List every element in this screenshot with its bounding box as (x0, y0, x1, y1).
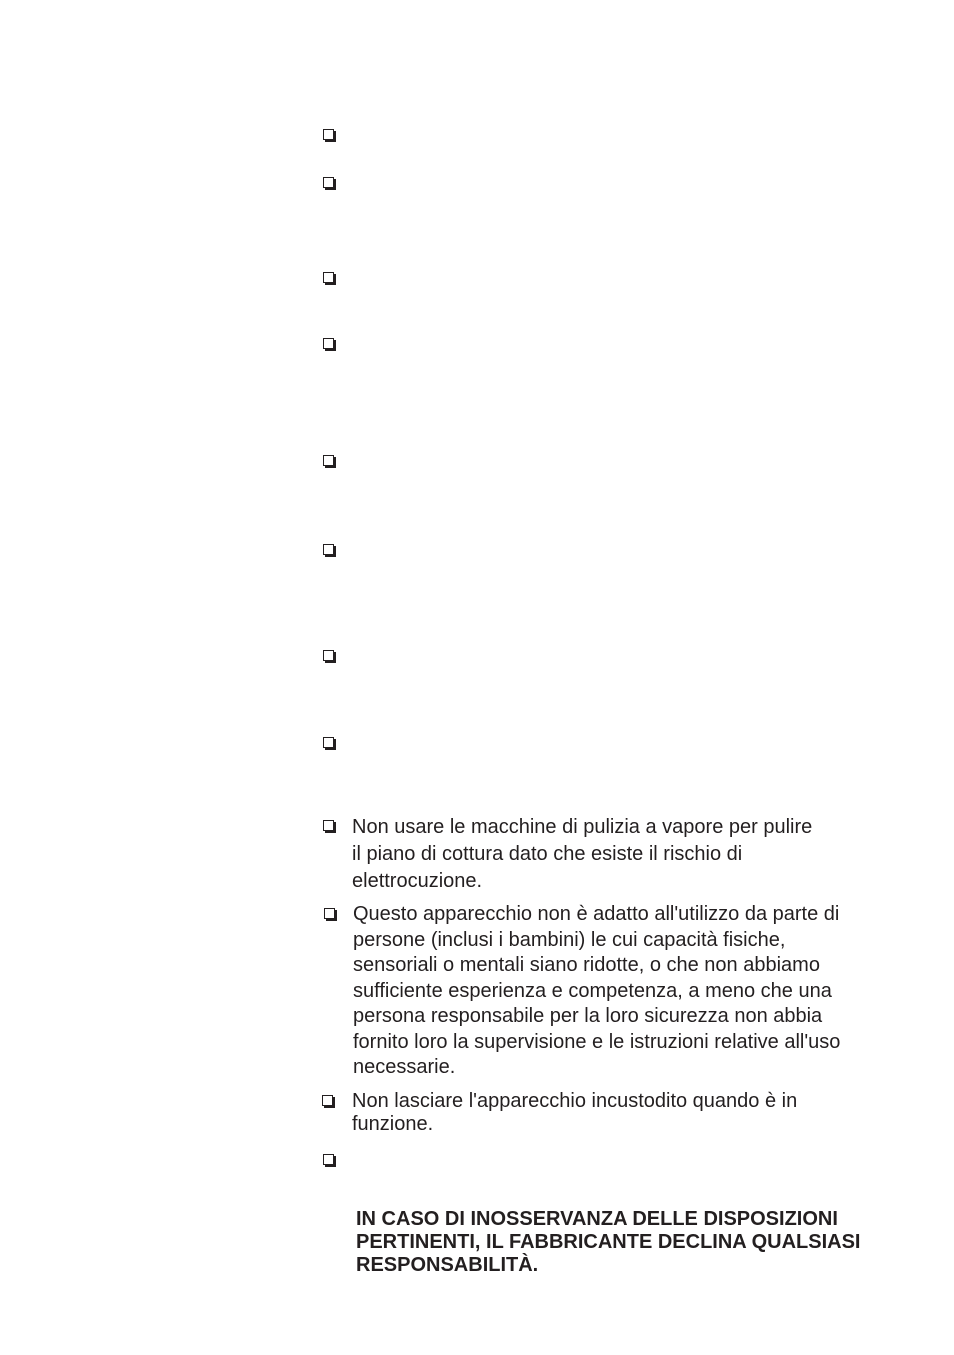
checkbox-bullet-icon (324, 908, 335, 919)
checkbox-bullet-icon (323, 820, 334, 831)
checkbox-bullet-icon (323, 455, 334, 466)
checkbox-bullet-icon (323, 272, 334, 283)
checkbox-bullet-icon (323, 129, 334, 140)
list-item-text: Questo apparecchio non è adatto all'utilizzo da parte di persone (inclusi i bambini) le cui capacità fisiche, sensoriali o mentali siano ridotte, o che non abbiamo sufficiente esperienza e competenza, a meno che una persona responsabile per la loro sicurezza non abbia fornito loro la supervisione e le istruzioni relative all'uso necessarie. (353, 903, 841, 1078)
list-item-text: Non usare le macchine di pulizia a vapore per pulire il piano di cottura dato che esiste il rischio di elettrocuzione. (352, 816, 813, 892)
liability-warning: IN CASO DI INOSSERVANZA DELLE DISPOSIZIONI PERTINENTI, IL FABBRICANTE DECLINA QUALSIASI RESPONSABILITÀ. (356, 1208, 861, 1276)
checkbox-bullet-icon (323, 650, 334, 661)
checkbox-bullet-icon (322, 1095, 333, 1106)
checkbox-bullet-icon (323, 338, 334, 349)
checkbox-bullet-icon (323, 737, 334, 748)
checkbox-bullet-icon (323, 1154, 334, 1165)
checkbox-bullet-icon (323, 544, 334, 555)
list-item-text: Non lasciare l'apparecchio incustodito quando è in funzione. (352, 1090, 798, 1135)
checkbox-bullet-icon (323, 177, 334, 188)
